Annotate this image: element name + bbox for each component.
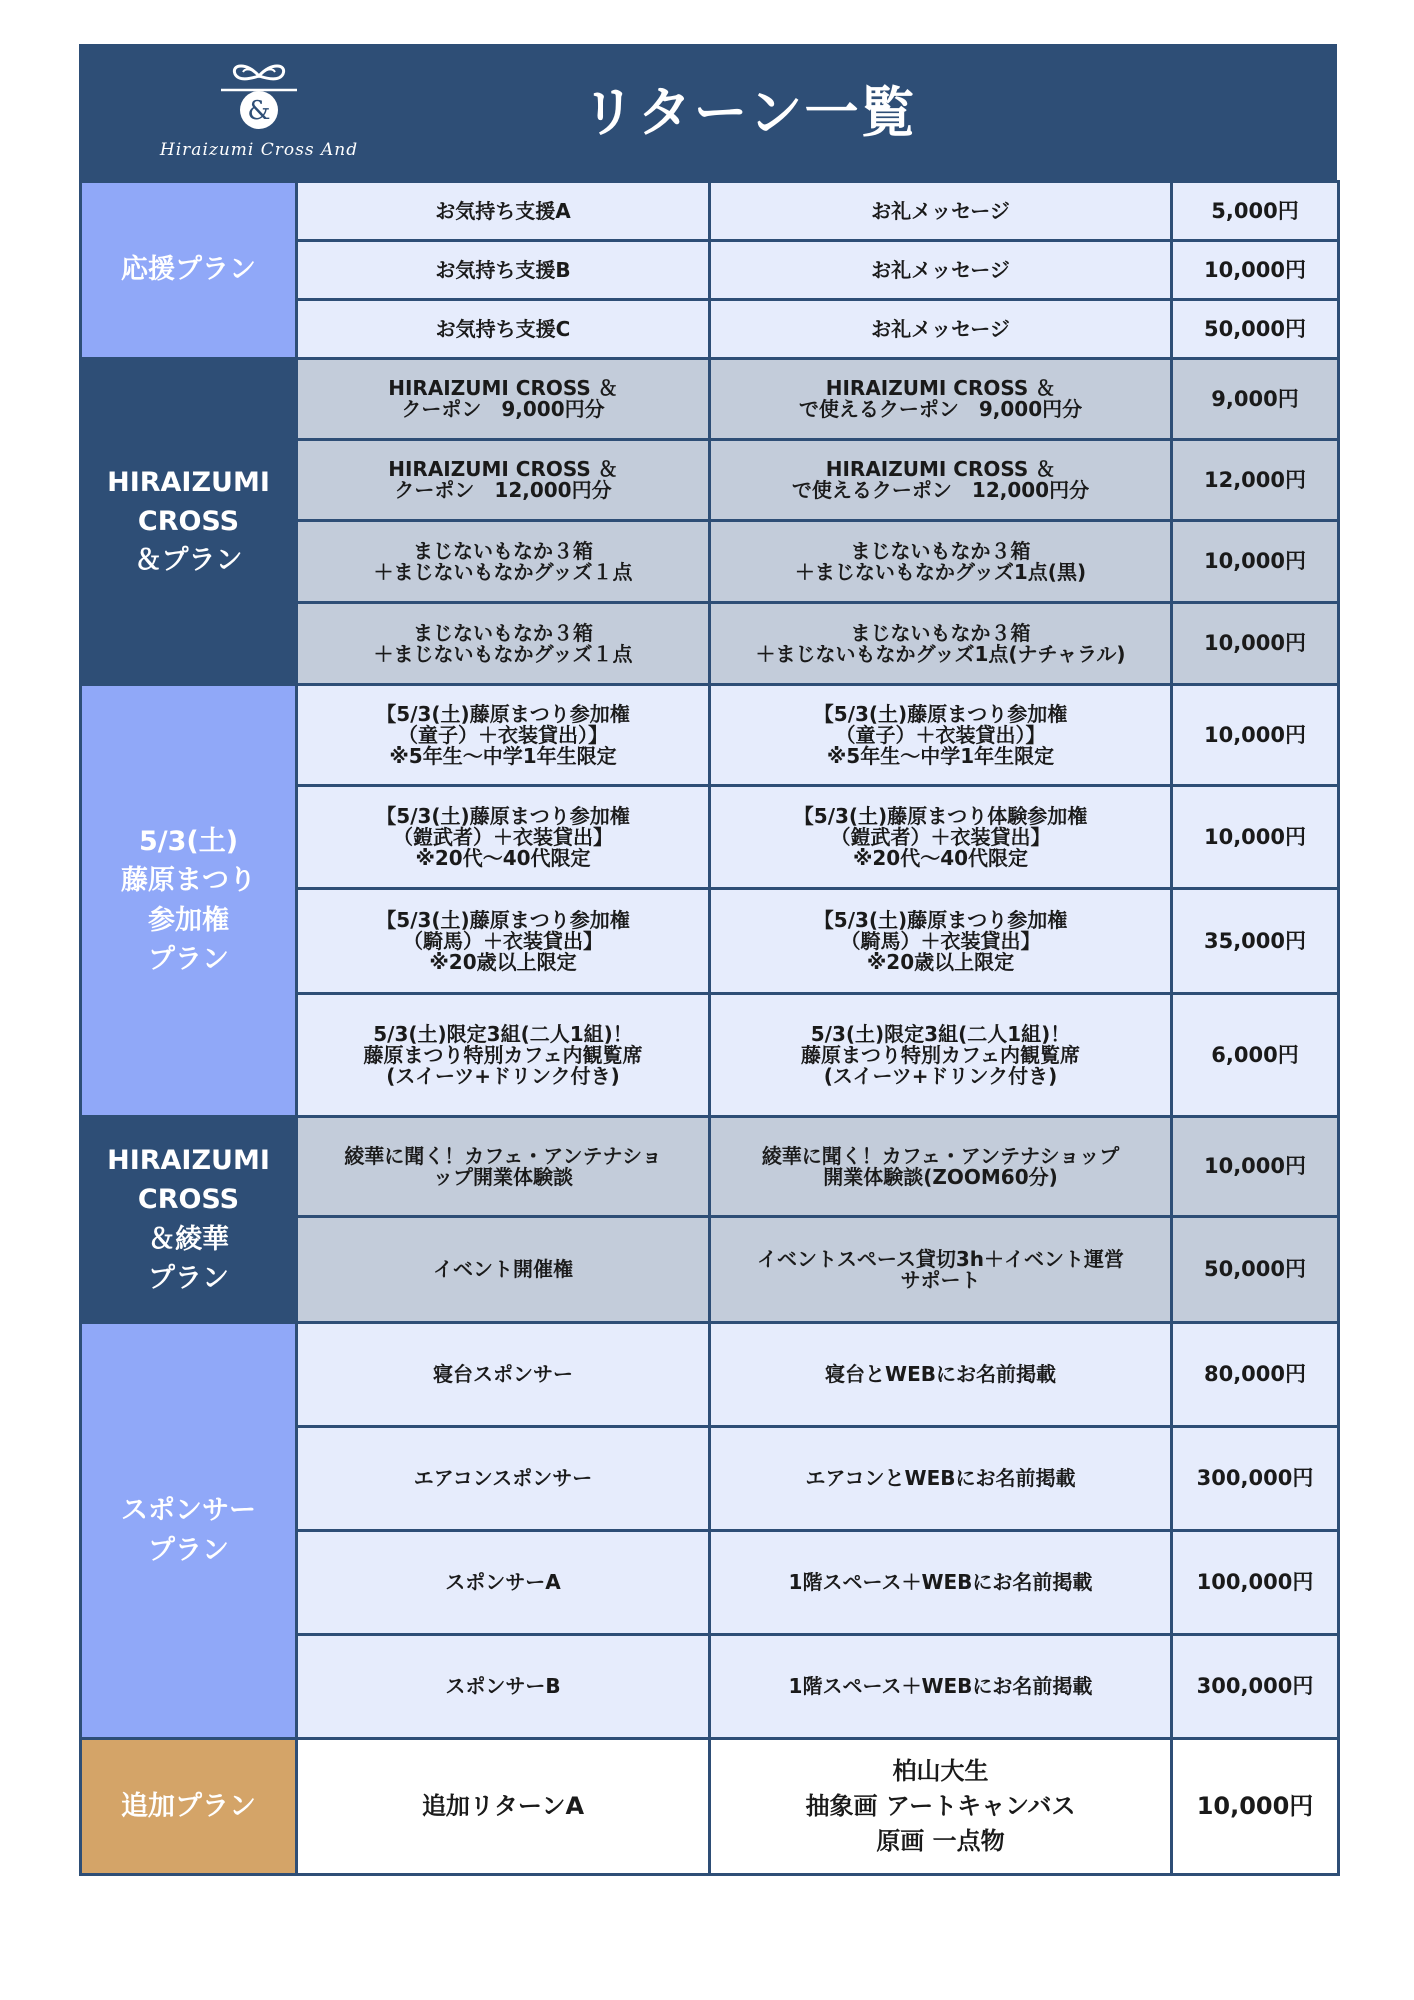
group-label-fujiwara-festival: 5/3(土) 藤原まつり 参加権 プラン	[81, 685, 297, 1117]
return-content: イベントスペース貸切3h＋イベント運営 サポート	[710, 1217, 1172, 1323]
return-name: イベント開催権	[297, 1217, 710, 1323]
return-price: 10,000円	[1172, 241, 1339, 300]
return-content: 【5/3(土)藤原まつり体験参加権 （鎧武者）＋衣装貸出】 ※20代〜40代限定	[710, 786, 1172, 889]
return-name: スポンサーB	[297, 1635, 710, 1739]
return-name: 5/3(土)限定3組(二人1組)！ 藤原まつり特別カフェ内観覧席 (スイーツ+ドリンク付き)	[297, 994, 710, 1117]
table-row	[81, 182, 1339, 241]
group-label-additional: 追加プラン	[81, 1739, 297, 1875]
return-price: 35,000円	[1172, 889, 1339, 994]
return-price: 10,000円	[1172, 786, 1339, 889]
returns-table	[79, 180, 1340, 1876]
return-content: 1階スペース＋WEBにお名前掲載	[710, 1531, 1172, 1635]
return-name: HIRAIZUMI CROSS ＆ クーポン 9,000円分	[297, 359, 710, 440]
return-content: 綾華に聞く！カフェ・アンテナショップ 開業体験談(ZOOM60分)	[710, 1117, 1172, 1217]
return-content: お礼メッセージ	[710, 182, 1172, 241]
return-name: 綾華に聞く！カフェ・アンテナショ ップ開業体験談	[297, 1117, 710, 1217]
group-label-support: 応援プラン	[81, 182, 297, 359]
return-content: 5/3(土)限定3組(二人1組)！ 藤原まつり特別カフェ内観覧席 (スイーツ+ドリンク付き)	[710, 994, 1172, 1117]
return-name: まじないもなか３箱 ＋まじないもなかグッズ１点	[297, 521, 710, 603]
return-price: 100,000円	[1172, 1531, 1339, 1635]
return-content: 柏山大生 抽象画 アートキャンバス 原画 一点物	[710, 1739, 1172, 1875]
returns-sheet	[79, 44, 1337, 1876]
return-price: 10,000円	[1172, 521, 1339, 603]
return-name: まじないもなか３箱 ＋まじないもなかグッズ１点	[297, 603, 710, 685]
return-price: 50,000円	[1172, 300, 1339, 359]
return-content: HIRAIZUMI CROSS ＆ で使えるクーポン 9,000円分	[710, 359, 1172, 440]
return-price: 10,000円	[1172, 603, 1339, 685]
return-price: 6,000円	[1172, 994, 1339, 1117]
return-name: 【5/3(土)藤原まつり参加権 （童子）＋衣装貸出）】 ※5年生〜中学1年生限定	[297, 685, 710, 786]
return-name: エアコンスポンサー	[297, 1427, 710, 1531]
group-label-sponsor: スポンサー プラン	[81, 1323, 297, 1739]
return-price: 300,000円	[1172, 1635, 1339, 1739]
brand-name: Hiraizumi Cross And	[159, 140, 359, 160]
table-row	[81, 359, 1339, 440]
table-row	[81, 1323, 1339, 1427]
return-content: お礼メッセージ	[710, 241, 1172, 300]
return-name: HIRAIZUMI CROSS ＆ クーポン 12,000円分	[297, 440, 710, 521]
return-content: 【5/3(土)藤原まつり参加権 （童子）＋衣装貸出）】 ※5年生〜中学1年生限定	[710, 685, 1172, 786]
table-row	[81, 1117, 1339, 1217]
return-name: 寝台スポンサー	[297, 1323, 710, 1427]
return-price: 9,000円	[1172, 359, 1339, 440]
return-price: 80,000円	[1172, 1323, 1339, 1427]
return-content: 1階スペース＋WEBにお名前掲載	[710, 1635, 1172, 1739]
return-content: エアコンとWEBにお名前掲載	[710, 1427, 1172, 1531]
table-row	[81, 685, 1339, 786]
return-content: まじないもなか３箱 ＋まじないもなかグッズ1点(黒)	[710, 521, 1172, 603]
return-name: 追加リターンA	[297, 1739, 710, 1875]
return-price: 10,000円	[1172, 1117, 1339, 1217]
return-name: スポンサーA	[297, 1531, 710, 1635]
return-price: 12,000円	[1172, 440, 1339, 521]
return-name: お気持ち支援B	[297, 241, 710, 300]
return-name: 【5/3(土)藤原まつり参加権 （騎馬）＋衣装貸出】 ※20歳以上限定	[297, 889, 710, 994]
return-price: 5,000円	[1172, 182, 1339, 241]
return-content: まじないもなか３箱 ＋まじないもなかグッズ1点(ナチャラル)	[710, 603, 1172, 685]
return-price: 300,000円	[1172, 1427, 1339, 1531]
return-content: お礼メッセージ	[710, 300, 1172, 359]
svg-text:&: &	[247, 96, 271, 126]
group-label-hiraizumi-cross: HIRAIZUMI CROSS ＆プラン	[81, 359, 297, 685]
table-row	[81, 1739, 1339, 1875]
return-price: 10,000円	[1172, 1739, 1339, 1875]
return-content: 【5/3(土)藤原まつり参加権 （騎馬）＋衣装貸出】 ※20歳以上限定	[710, 889, 1172, 994]
return-name: お気持ち支援C	[297, 300, 710, 359]
return-name: お気持ち支援A	[297, 182, 710, 241]
return-content: 寝台とWEBにお名前掲載	[710, 1323, 1172, 1427]
brand-logo	[149, 58, 369, 168]
group-label-ayaka: HIRAIZUMI CROSS ＆綾華 プラン	[81, 1117, 297, 1323]
return-price: 50,000円	[1172, 1217, 1339, 1323]
return-price: 10,000円	[1172, 685, 1339, 786]
return-name: 【5/3(土)藤原まつり参加権 （鎧武者）＋衣装貸出】 ※20代〜40代限定	[297, 786, 710, 889]
header-banner	[79, 44, 1337, 180]
knot-ampersand-icon	[219, 58, 299, 138]
page-title: リターン一覧	[581, 81, 917, 144]
return-content: HIRAIZUMI CROSS ＆ で使えるクーポン 12,000円分	[710, 440, 1172, 521]
